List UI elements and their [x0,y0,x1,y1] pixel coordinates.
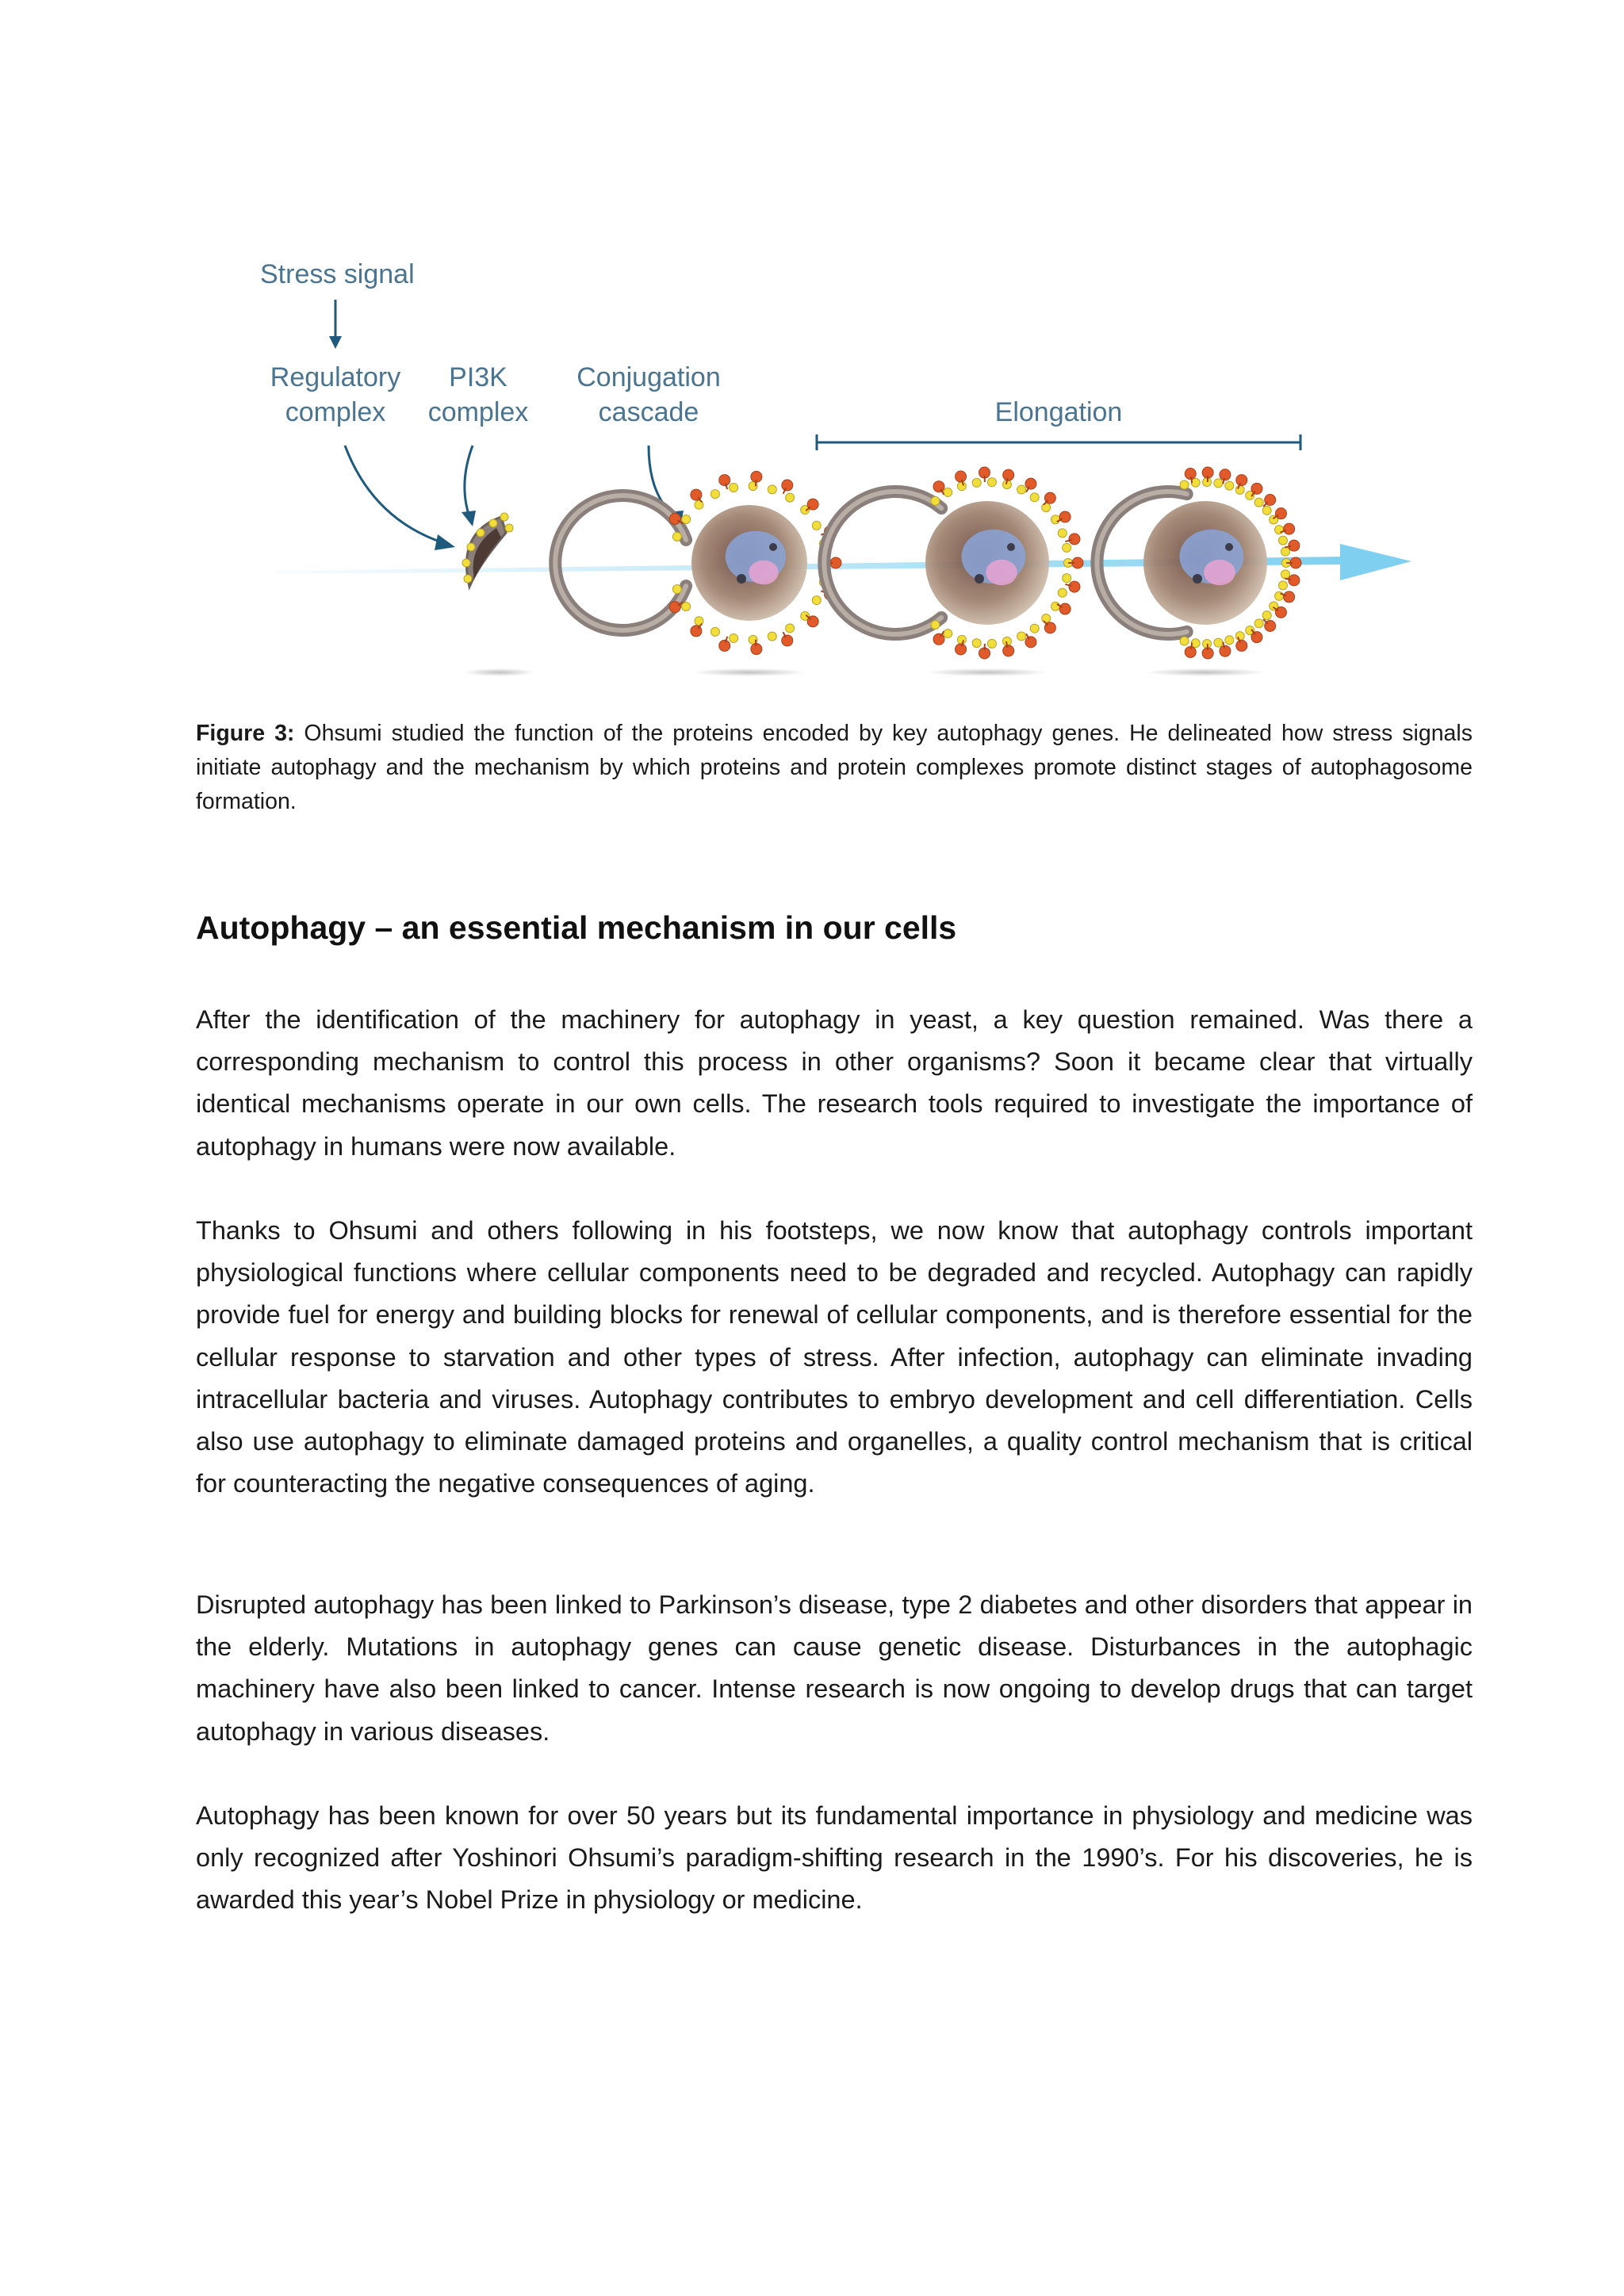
yellow-protein [1180,637,1189,645]
paragraph-1: After the identification of the machinery for autophagy in yeast, a key question remained. Was there a corresponding mechanism to control this process in other organisms? Soon it became clear that virtually identical mechanisms operate in our own cells. The research tools required to investigate the importance of autophagy in humans were now available. [196,1005,1473,1161]
figure-caption-text: Ohsumi studied the function of the proteins encoded by key autophagy genes. He delineated how stress signals initiate autophagy and the mechanism by which proteins and protein complexes promote distinct stages of autophagosome formation. [196,721,1473,814]
yellow-protein [1254,619,1263,628]
paragraph-3: Disrupted autophagy has been linked to Parkinson’s disease, type 2 diabetes and other disorders that appear in the elderly. Mutations in autophagy genes can cause genetic disease. Disturbances in the autophagic machinery have also been linked to cancer. Intense research is now ongoing to develop drugs that can target autophagy in various diseases. [196,1590,1473,1746]
pi3k-complex-label-line1: PI3K [449,362,508,392]
yellow-protein [957,482,966,491]
regulatory-complex-arrowhead [435,534,455,550]
red-protein [1220,645,1231,656]
red-protein [1025,637,1036,648]
yellow-protein [768,632,776,641]
pi3k-complex-arrow [465,446,473,517]
regulatory-complex-label-line2: complex [285,397,386,427]
paragraph-2: Thanks to Ohsumi and others following in his footsteps, we now know that autophagy controls important physiological functions where cellular components need to be degraded and recycled. Autophagy can rapidly provide fuel for energy and building blocks for renewal of cellular components, and is therefore essential for the cellular response to starvation and other types of stress. After infection, autophagy can eliminate invading intracellular bacteria and viruses. Autophagy contributes to embryo development and cell differentiation. Cells also use autophagy to eliminate damaged proteins and organelles, a quality control mechanism that is critical for counteracting the negative consequences of aging. [196,1216,1473,1498]
stress-signal-arrowhead [329,336,342,349]
red-protein [669,513,680,524]
red-protein [1220,469,1231,480]
yellow-protein [1051,602,1060,610]
elongation-label: Elongation [994,397,1123,427]
regulatory-complex-label [260,360,411,430]
stress-signal-label: Stress signal [260,259,415,289]
yellow-protein [1058,529,1067,538]
conjugation-cascade-label-line2: cascade [598,397,699,427]
flow-arrow-head [1340,544,1411,580]
yellow-protein [931,496,940,505]
red-protein [1069,534,1080,545]
yellow-protein [1262,506,1271,515]
yellow-protein [768,485,776,494]
yellow-protein [1275,526,1284,534]
yellow-protein [1063,543,1071,552]
yellow-protein [1235,485,1244,494]
red-protein [782,480,793,491]
yellow-protein [682,515,691,523]
yellow-protein [1030,493,1039,502]
nearly-closed-phagophore [1097,467,1301,676]
red-protein [956,644,967,655]
red-protein [1236,475,1247,486]
yellow-protein [1051,515,1060,524]
autophagosome-formation-diagram [190,238,1459,698]
yellow-protein [730,633,738,642]
yellow-protein [710,627,719,636]
yellow-protein [812,521,821,530]
yellow-protein [1180,480,1189,489]
red-protein [1284,523,1295,534]
red-protein [782,635,793,646]
red-protein [1275,607,1286,618]
yellow-protein [1278,536,1287,545]
red-protein [669,602,680,613]
regulatory-complex-label-line1: Regulatory [270,362,401,392]
yellow-protein [1042,614,1051,622]
yellow-protein [1017,485,1026,494]
conjugation-cascade-label-line1: Conjugation [576,362,721,392]
elongating-phagophore [824,467,1083,676]
paragraph-4: Autophagy has been known for over 50 years but its fundamental importance in physiology and medicine was only recognized after Yoshinori Ohsumi’s paradigm-shifting research in the 1990’s. For his discoveries, he is awarded this year’s Nobel Prize in physiology or medicine. [196,1801,1473,1915]
yellow-protein [1214,638,1223,647]
red-protein [1059,511,1071,522]
red-protein [719,475,730,486]
red-protein [1003,645,1014,656]
red-protein [1275,508,1286,519]
yellow-protein [1214,479,1223,488]
section-heading: Autophagy – an essential mechanism in our cells [196,909,957,946]
phagophore-cup [555,471,841,676]
figure-caption-lead: Figure 3: [196,721,295,746]
regulatory-complex-arrow [345,446,444,543]
yellow-protein [1063,574,1071,583]
yellow-protein [1278,581,1287,590]
yellow-protein [1030,624,1039,633]
yellow-protein [1235,632,1244,641]
yellow-protein [1225,481,1234,490]
yellow-protein [730,484,738,492]
yellow-protein [1042,503,1051,512]
pi3k-complex-arrowhead [462,511,476,526]
red-protein [933,481,944,492]
yellow-protein [944,629,952,638]
red-protein [1236,640,1247,651]
yellow-protein [1262,611,1271,620]
red-protein [1251,632,1262,643]
yellow-protein [972,639,981,648]
yellow-protein [1281,547,1289,556]
red-protein [1069,581,1080,592]
yellow-protein [972,478,981,487]
yellow-protein [1254,498,1263,507]
yellow-protein [786,493,795,502]
pi3k-complex-label-line2: complex [427,397,529,427]
yellow-protein [672,532,681,541]
figure-caption [196,717,1473,819]
red-protein [1003,469,1014,480]
pi3k-complex-label [419,360,538,430]
red-protein [719,640,730,651]
phagophore-crescent [462,513,535,676]
autophagy-figure [190,238,1459,698]
yellow-protein [1225,636,1234,645]
red-protein [1025,478,1036,489]
yellow-protein [1281,570,1289,579]
yellow-protein [786,624,795,633]
red-protein [956,471,967,482]
red-protein [1059,603,1071,614]
yellow-protein [672,585,681,594]
yellow-protein [957,635,966,644]
yellow-protein [944,488,952,496]
yellow-protein [1017,632,1026,641]
yellow-protein [931,621,940,629]
conjugation-cascade-label [569,360,728,430]
red-protein [933,633,944,645]
yellow-protein [812,596,821,605]
yellow-protein [1275,591,1284,600]
yellow-protein [1058,588,1067,597]
yellow-protein [987,478,996,487]
yellow-protein [710,490,719,499]
red-protein [1284,591,1295,603]
red-protein [1251,483,1262,494]
yellow-protein [987,639,996,648]
yellow-protein [682,603,691,611]
